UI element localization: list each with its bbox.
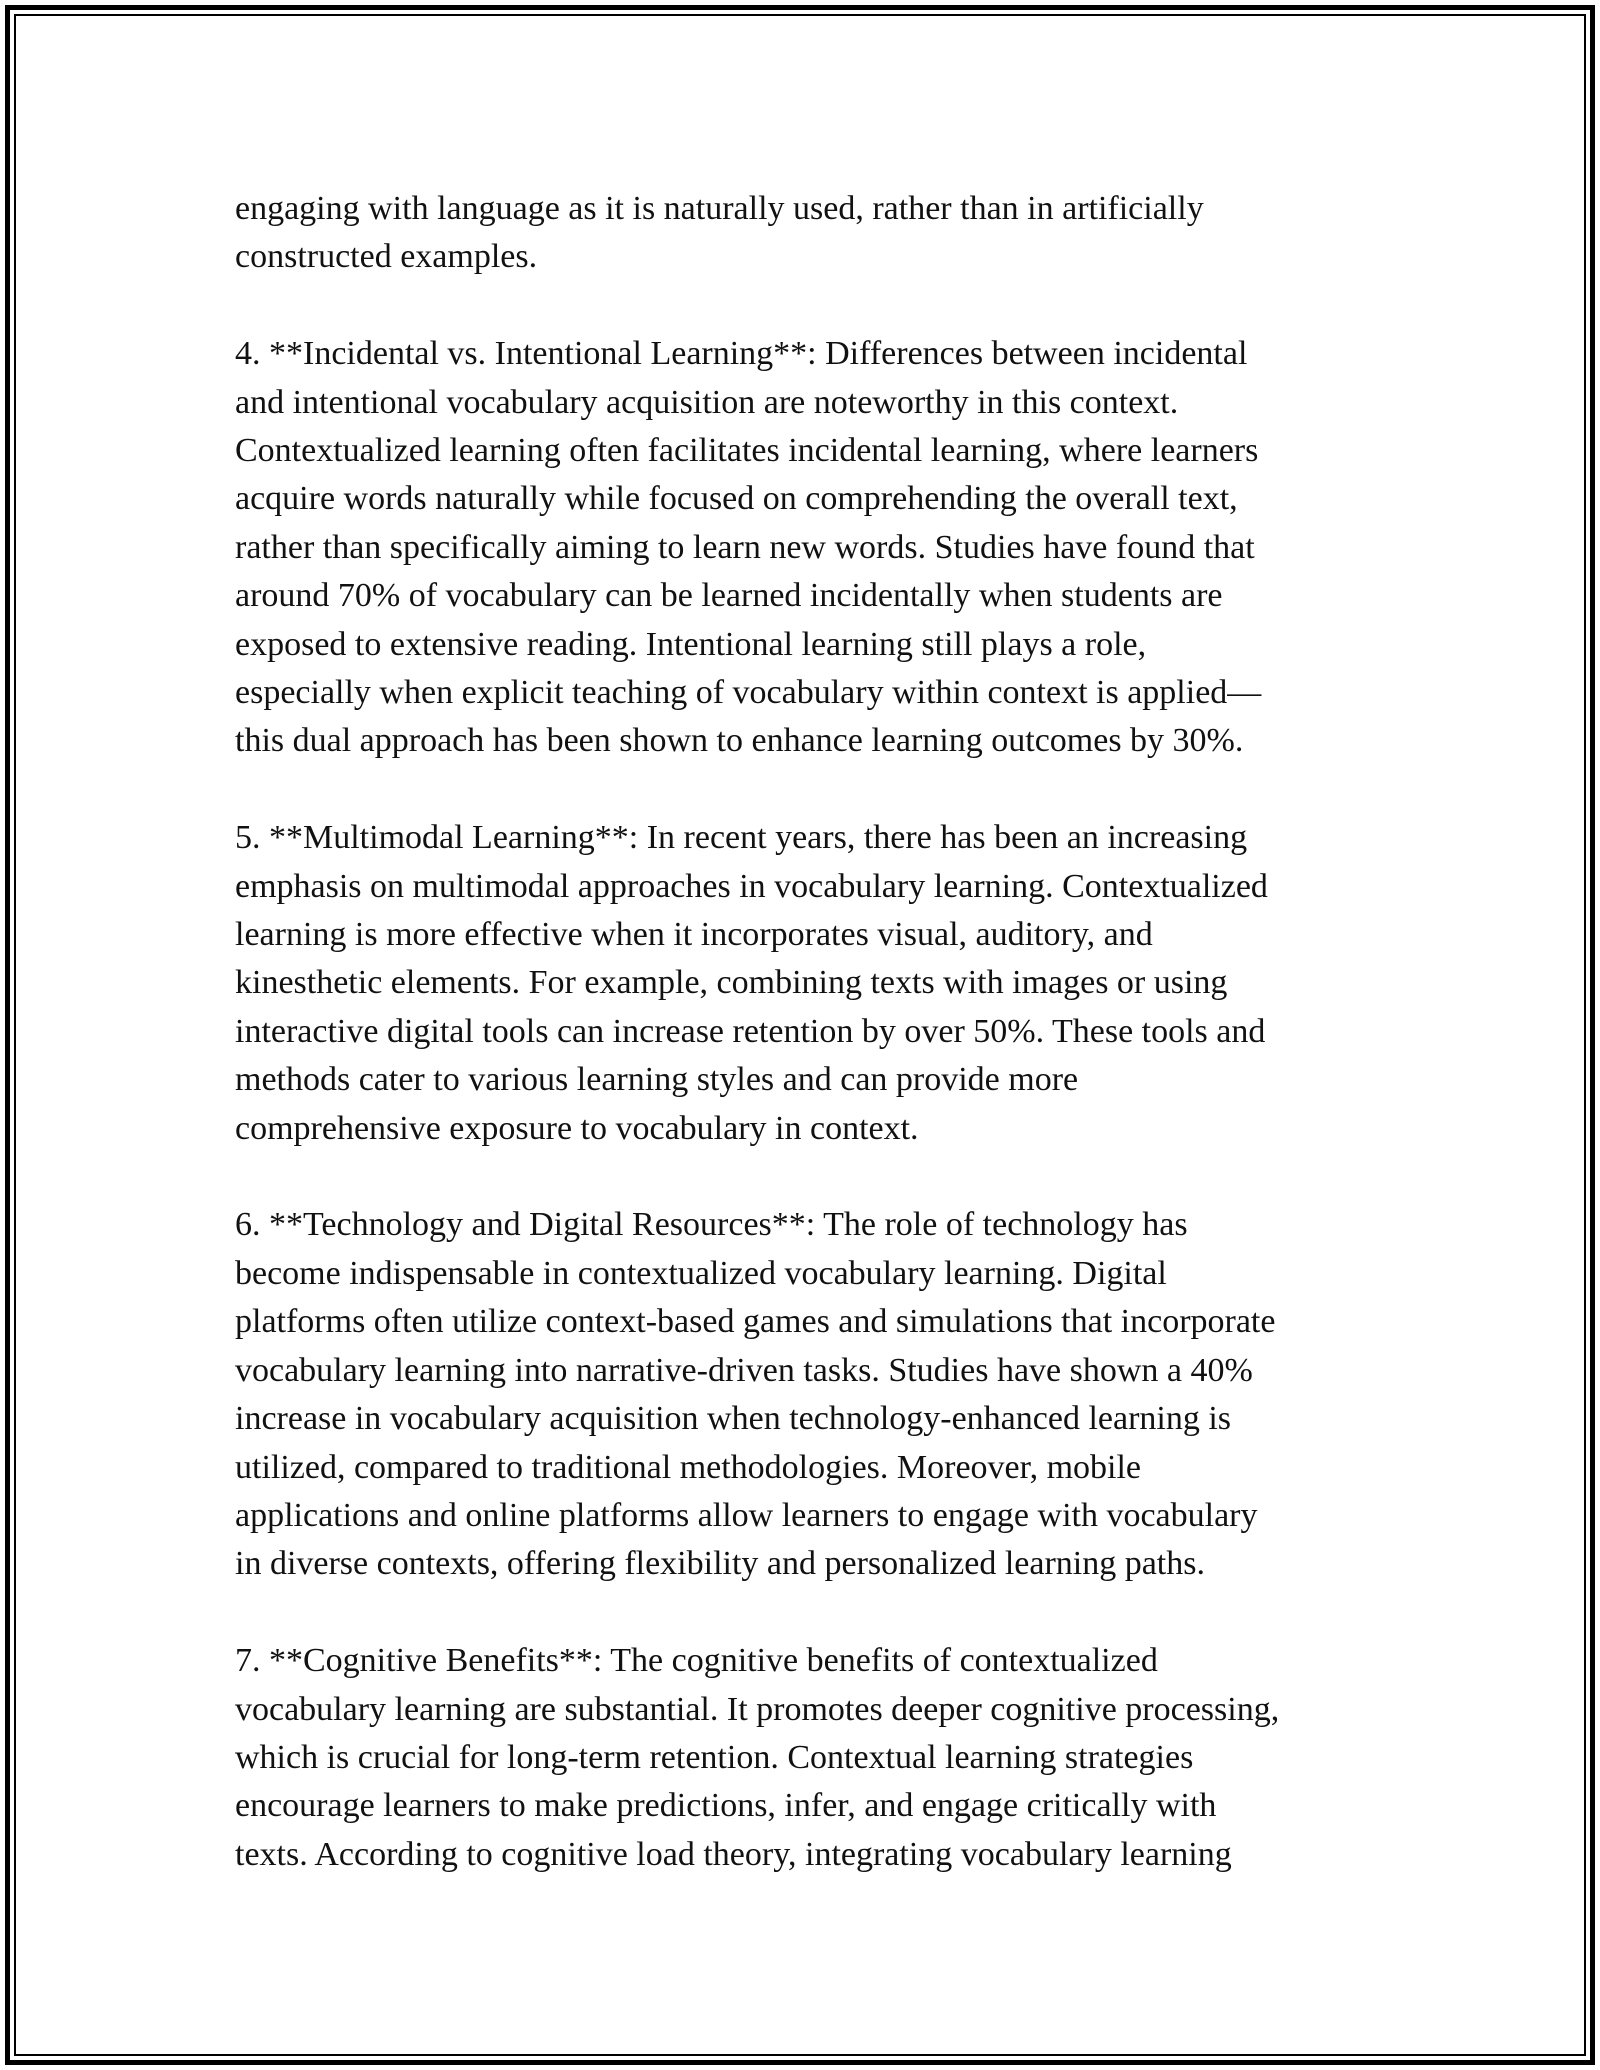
text-line: vocabulary learning are substantial. It promotes deeper cognitive processing, [235, 1690, 1280, 1728]
paragraph-technology-digital-resources [235, 1201, 1370, 1588]
paragraph-multimodal-learning [235, 814, 1370, 1153]
paragraph-continuation [235, 185, 1370, 282]
text-line: kinesthetic elements. For example, combining texts with images or using [235, 964, 1228, 1002]
text-line: around 70% of vocabulary can be learned incidentally when students are [235, 577, 1223, 615]
paragraph-incidental-vs-intentional [235, 330, 1370, 766]
text-line: this dual approach has been shown to enhance learning outcomes by 30%. [235, 722, 1244, 760]
document-body [235, 185, 1370, 1928]
text-line: comprehensive exposure to vocabulary in context. [235, 1109, 919, 1147]
text-line: in diverse contexts, offering flexibility and personalized learning paths. [235, 1545, 1205, 1583]
text-line: and intentional vocabulary acquisition are noteworthy in this context. [235, 383, 1179, 421]
text-line: Contextualized learning often facilitates incidental learning, where learners [235, 432, 1259, 470]
text-line: 6. **Technology and Digital Resources**: The role of technology has [235, 1206, 1188, 1244]
text-line: which is crucial for long-term retention. Contextual learning strategies [235, 1738, 1194, 1776]
text-line: 4. **Incidental vs. Intentional Learning**: Differences between incidental [235, 335, 1248, 373]
text-line: utilized, compared to traditional methodologies. Moreover, mobile [235, 1448, 1142, 1486]
text-line: learning is more effective when it incorporates visual, auditory, and [235, 916, 1153, 954]
text-line: applications and online platforms allow learners to engage with vocabulary [235, 1496, 1258, 1534]
text-line: 7. **Cognitive Benefits**: The cognitive benefits of contextualized [235, 1642, 1158, 1680]
text-line: platforms often utilize context-based games and simulations that incorporate [235, 1303, 1276, 1341]
text-line: increase in vocabulary acquisition when technology-enhanced learning is [235, 1400, 1232, 1438]
text-line: methods cater to various learning styles and can provide more [235, 1061, 1079, 1099]
text-line: especially when explicit teaching of vocabulary within context is applied— [235, 674, 1262, 712]
text-line: become indispensable in contextualized vocabulary learning. Digital [235, 1254, 1167, 1292]
text-line: constructed examples. [235, 238, 538, 276]
text-line: 5. **Multimodal Learning**: In recent years, there has been an increasing [235, 819, 1248, 857]
text-line: emphasis on multimodal approaches in vocabulary learning. Contextualized [235, 867, 1268, 905]
paragraph-cognitive-benefits [235, 1637, 1370, 1879]
text-line: rather than specifically aiming to learn new words. Studies have found that [235, 528, 1255, 566]
text-line: exposed to extensive reading. Intentional learning still plays a role, [235, 625, 1147, 663]
text-line: engaging with language as it is naturally used, rather than in artificially [235, 190, 1204, 227]
text-line: interactive digital tools can increase retention by over 50%. These tools and [235, 1012, 1266, 1050]
text-line: acquire words naturally while focused on comprehending the overall text, [235, 480, 1238, 518]
text-line: encourage learners to make predictions, infer, and engage critically with [235, 1787, 1217, 1825]
text-line: texts. According to cognitive load theory, integrating vocabulary learning [235, 1835, 1232, 1873]
text-line: vocabulary learning into narrative-driven tasks. Studies have shown a 40% [235, 1351, 1253, 1389]
